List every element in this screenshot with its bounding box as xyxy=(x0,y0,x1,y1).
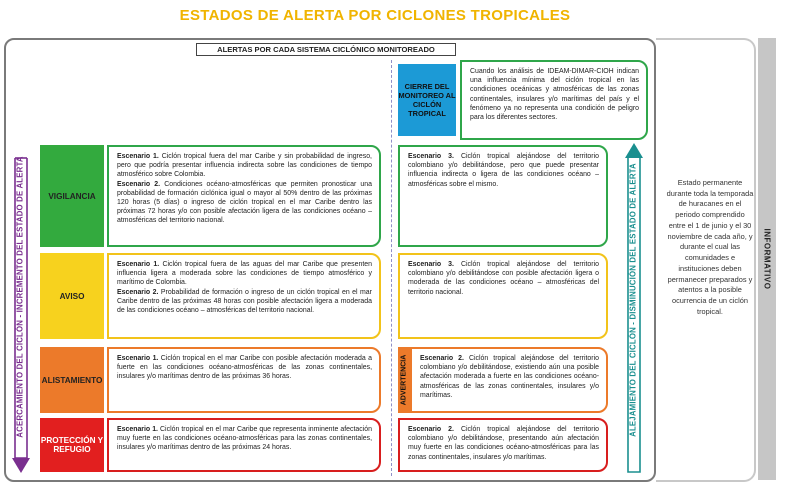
vigilancia-decrease-box: Escenario 3. Ciclón tropical alejándose del territorio colombiano y/o debilitándose, pero que puede presentar influencia indirecta o ligera de las condiciones océano – atmosféricas sobre el mismo. xyxy=(398,145,608,247)
aviso-decrease-box: Escenario 3. Ciclón tropical alejándose del territorio colombiano y/o debilitándose con posible afectación ligera o moderada de las condiciones océano – atmosféricas del territorio nacional. xyxy=(398,253,608,339)
informativo-text: Estado permanente durante toda la temporada de huracanes en el periodo comprendido entre el 1 de junio y el 30 noviembre de cada año, y durante el cual las comunidades e instituciones deben permanecer preparados y atentos a la posible ocurrencia de un ciclón tropical. xyxy=(666,178,754,316)
vigilancia-increment-box: Escenario 1. Ciclón tropical fuera del mar Caribe y sin probabilidad de ingreso, pero que podría presentar influencia indirecta sobre las condiciones de tiempo atmosférico sobre Colombia. Escenario 2. Condiciones océano-atmosféricas que permiten pronosticar una probabilidad de formación ciclónica igual o mayor al 50% dentro de las próximas 120 horas (5 días) o ingreso de ciclón tropical en el mar Caribe dentro las próximas 72 horas y/o con posible afectación ligera de las condiciones océano – atmosféricas del territorio nacional. xyxy=(107,145,381,247)
proteccion-increment-box: Escenario 1. Ciclón tropical en el mar Caribe que representa inminente afectación muy fuerte en las condiciones océano-atmosféricas para las zonas continentales, insulares y/o marítimas dentro de las próximas 24 horas. xyxy=(107,418,381,472)
cierre-monitoreo-label: CIERRE DEL MONITOREO AL CICLÓN TROPICAL xyxy=(398,64,456,136)
diagram-subtitle: ALERTAS POR CADA SISTEMA CICLÓNICO MONITOREADO xyxy=(196,43,456,56)
proteccion-decrease-box: Escenario 2. Ciclón tropical alejándose del territorio colombiano y/o debilitándose, presentando aún afectación muy fuerte en las condiciones océano-atmosféricas para las zonas continentales, insulares y/o marítimas. xyxy=(398,418,608,472)
alistamiento-increment-box: Escenario 1. Ciclón tropical en el mar Caribe con posible afectación moderada a fuerte en las condiciones océano-atmosféricas de las zonas continentales, insulares y/o marítimas dentro de las próximas 36 horas. xyxy=(107,347,381,413)
aviso-increment-box: Escenario 1. Ciclón tropical fuera de las aguas del mar Caribe que presenten influencia ligera a moderada sobre las condiciones de tiempo atmosférico y marítimo de Colombia. Escenario 2. Probabilidad de formación o ingreso de un ciclón tropical en el mar Caribe dentro de las próximas 48 horas con posible afectación ligera a moderada de las condiciones océano – atmosféricas del territorio nacional. xyxy=(107,253,381,339)
level-vigilancia: VIGILANCIA xyxy=(40,145,104,247)
alistamiento-decrease-box: Escenario 2. Ciclón tropical alejándose del territorio colombiano y/o debilitándose, existiendo aún una posible afectación moderada a fuerte en las condiciones océano-atmosféricas de las zonas continentales, insulares y/o marítimas. xyxy=(410,347,608,413)
level-proteccion: PROTECCIÓN Y REFUGIO xyxy=(40,418,104,472)
increment-arrow-label: ACERCAMIENTO DEL CICLÓN - INCREMENTO DEL ESTADO DE ALERTA xyxy=(15,156,25,438)
page-title: ESTADOS DE ALERTA POR CICLONES TROPICALES xyxy=(179,7,571,24)
decrease-arrow-label: ALEJAMIENTO DEL CICLÓN - DISMINUCIÓN DEL ESTADO DE ALERTA xyxy=(628,163,638,437)
center-divider xyxy=(391,60,392,476)
informativo-label: INFORMATIVO xyxy=(762,228,772,290)
level-alistamiento: ALISTAMIENTO xyxy=(40,347,104,413)
advertencia-label: ADVERTENCIA xyxy=(400,354,408,406)
level-aviso: AVISO xyxy=(40,253,104,339)
cierre-monitoreo-box: Cuando los análisis de IDEAM-DIMAR-CIOH indican una influencia mínima del ciclón tropical en las condiciones oceánicas y atmosféricas de las zonas continentales, insulares y/o marítimas del país y el fenómeno ya no representa una condición de peligro para los diferentes sectores. xyxy=(460,60,648,140)
